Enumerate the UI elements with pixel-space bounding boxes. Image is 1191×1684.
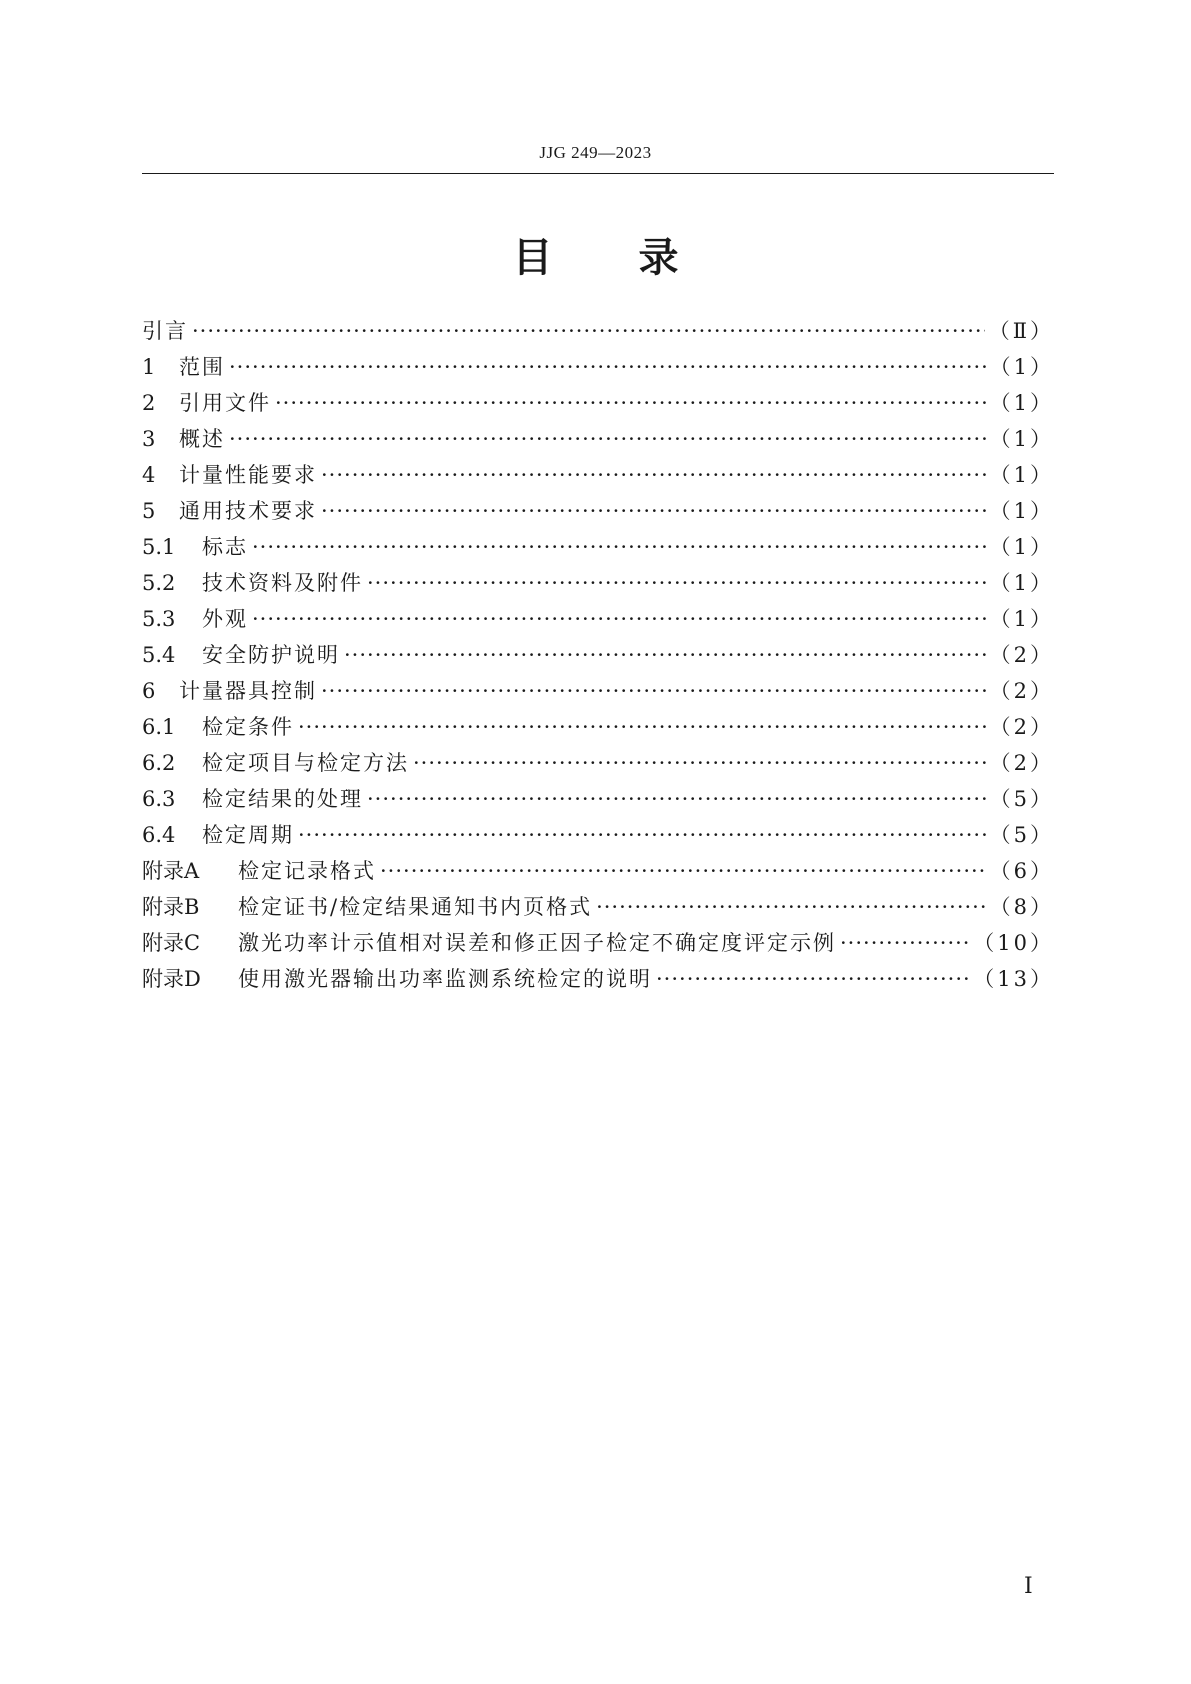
toc-entry-page: （1）: [989, 391, 1054, 415]
toc-dot-leader: [367, 787, 986, 811]
toc-dot-leader: [413, 751, 986, 775]
toc-entry[interactable]: [142, 567, 1054, 603]
toc-entry-number: 3: [142, 427, 156, 451]
toc-entry-page: （Ⅱ）: [988, 319, 1054, 343]
toc-entry[interactable]: [142, 819, 1054, 855]
toc-dot-leader: [840, 931, 969, 955]
toc-entry-number: 6.1: [142, 715, 176, 739]
toc-entry-page: （2）: [989, 679, 1054, 703]
toc-entry-number: 5.4: [142, 643, 176, 667]
toc-entry-page: （1）: [989, 571, 1054, 595]
toc-entry-number: 4: [142, 463, 156, 487]
toc-entry-page: （6）: [989, 859, 1054, 883]
toc-entry-number: 附录B: [142, 895, 200, 919]
toc-entry-page: （13）: [973, 967, 1054, 991]
toc-entry-label: 外观: [202, 607, 248, 631]
toc-entry[interactable]: [142, 315, 1054, 351]
toc-entry-label: 检定记录格式: [238, 859, 376, 883]
toc-entry[interactable]: [142, 603, 1054, 639]
toc-entry-page: （10）: [973, 931, 1054, 955]
toc-dot-leader: [298, 823, 986, 847]
toc-dot-leader: [321, 679, 986, 703]
toc-entry-label: 引用文件: [179, 391, 271, 415]
toc-entry-number: 附录C: [142, 931, 201, 955]
toc-dot-leader: [252, 535, 986, 559]
toc-dot-leader: [229, 355, 986, 379]
toc-dot-leader: [596, 895, 986, 919]
toc-entry-number: 2: [142, 391, 156, 415]
toc-entry-page: （1）: [989, 499, 1054, 523]
toc-entry[interactable]: [142, 963, 1054, 999]
toc-entry-label: 激光功率计示值相对误差和修正因子检定不确定度评定示例: [238, 931, 836, 955]
toc-entry-label: 引言: [142, 319, 188, 343]
toc-entry-page: （2）: [989, 715, 1054, 739]
document-code-header: JJG 249—2023: [539, 143, 652, 162]
toc-dot-leader: [380, 859, 986, 883]
toc-entry-page: （1）: [989, 463, 1054, 487]
toc-entry-number: 5.1: [142, 535, 176, 559]
toc-entry-page: （5）: [989, 823, 1054, 847]
toc-dot-leader: [367, 571, 986, 595]
toc-entry-label: 技术资料及附件: [202, 571, 363, 595]
toc-entry-page: （1）: [989, 427, 1054, 451]
toc-entry-label: 概述: [179, 427, 225, 451]
toc-entry-label: 通用技术要求: [179, 499, 317, 523]
toc-entry[interactable]: [142, 675, 1054, 711]
toc-entry-page: （2）: [989, 751, 1054, 775]
toc-entry-label: 检定证书/检定结果通知书内页格式: [238, 895, 593, 919]
toc-entry-number: 5: [142, 499, 156, 523]
toc-entry[interactable]: [142, 927, 1054, 963]
toc-entry-label: 标志: [202, 535, 248, 559]
toc-entry[interactable]: [142, 891, 1054, 927]
toc-entry[interactable]: [142, 531, 1054, 567]
toc-entry[interactable]: [142, 747, 1054, 783]
toc-entry[interactable]: [142, 639, 1054, 675]
toc-entry-label: 安全防护说明: [202, 643, 340, 667]
toc-entry-label: 使用激光器输出功率监测系统检定的说明: [238, 967, 652, 991]
toc-entry-page: （1）: [989, 355, 1054, 379]
page-number: Ⅰ: [1024, 1573, 1033, 1598]
toc-dot-leader: [252, 607, 986, 631]
toc-dot-leader: [344, 643, 986, 667]
toc-entry-number: 5.3: [142, 607, 176, 631]
toc-entry[interactable]: [142, 423, 1054, 459]
toc-entry-page: （2）: [989, 643, 1054, 667]
toc-entry-number: 附录D: [142, 967, 201, 991]
toc-entry-number: 5.2: [142, 571, 176, 595]
toc-entry-label: 计量器具控制: [179, 679, 317, 703]
toc-entry-label: 检定结果的处理: [202, 787, 363, 811]
toc-entry-page: （1）: [989, 607, 1054, 631]
toc-entry-number: 6.3: [142, 787, 176, 811]
toc-dot-leader: [192, 319, 985, 343]
toc-entry[interactable]: [142, 351, 1054, 387]
toc-dot-leader: [321, 463, 986, 487]
toc-dot-leader: [229, 427, 986, 451]
toc-entry-number: 6: [142, 679, 156, 703]
toc-dot-leader: [298, 715, 986, 739]
toc-entry[interactable]: [142, 711, 1054, 747]
toc-entry-number: 6.2: [142, 751, 176, 775]
toc-entry[interactable]: [142, 459, 1054, 495]
toc-dot-leader: [275, 391, 986, 415]
page-title: 目录: [512, 235, 765, 281]
toc-dot-leader: [321, 499, 986, 523]
toc-entry[interactable]: [142, 783, 1054, 819]
toc-entry[interactable]: [142, 387, 1054, 423]
toc-entry-page: （5）: [989, 787, 1054, 811]
toc-entry-number: 6.4: [142, 823, 176, 847]
toc-entry-number: 附录A: [142, 859, 200, 883]
toc-entry-page: （1）: [989, 535, 1054, 559]
toc-entry-number: 1: [142, 355, 156, 379]
header-divider: [142, 173, 1054, 174]
toc-entry-label: 检定条件: [202, 715, 294, 739]
toc-entry[interactable]: [142, 855, 1054, 891]
table-of-contents: [142, 315, 1054, 999]
toc-dot-leader: [656, 967, 969, 991]
toc-entry-label: 检定周期: [202, 823, 294, 847]
toc-entry-label: 范围: [179, 355, 225, 379]
toc-entry[interactable]: [142, 495, 1054, 531]
toc-entry-page: （8）: [989, 895, 1054, 919]
toc-entry-label: 计量性能要求: [179, 463, 317, 487]
toc-entry-label: 检定项目与检定方法: [202, 751, 409, 775]
